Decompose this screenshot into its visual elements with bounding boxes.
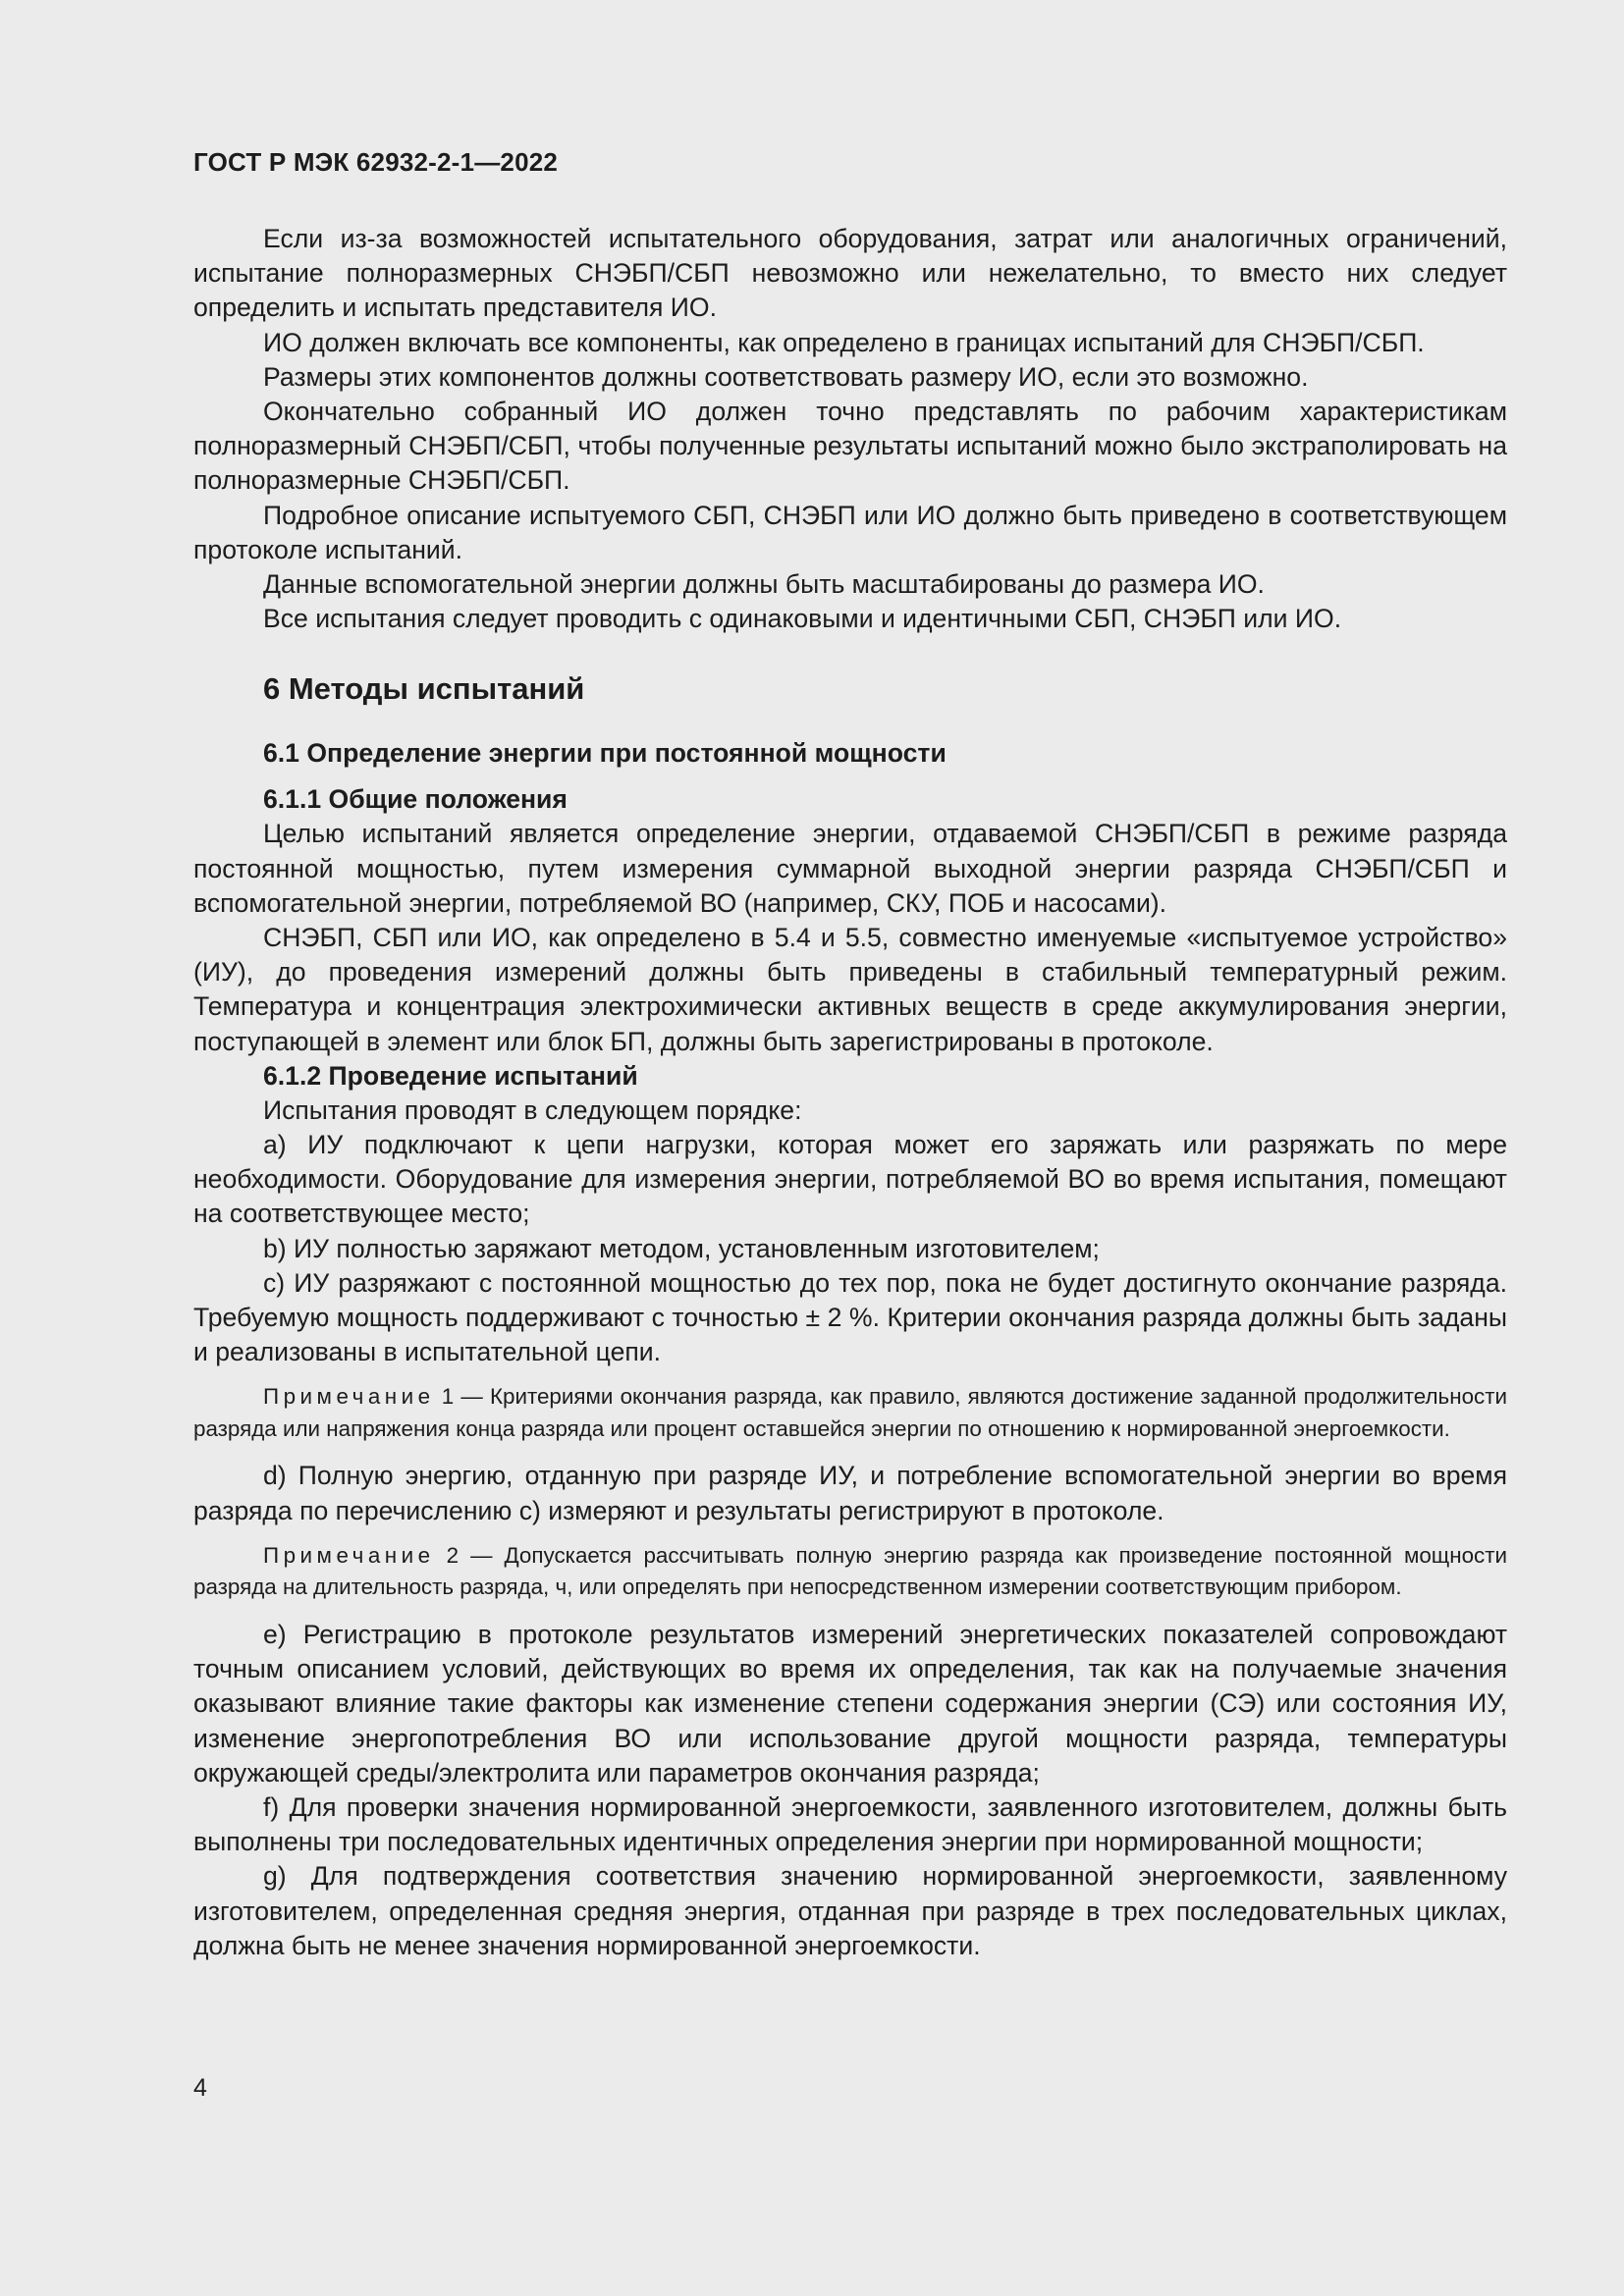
list-item: f) Для проверки значения нормированной энергоемкости, заявленного изготовителем, должны быть выполнены три последовательных идентичных определения энергии при нормированной мощности; (193, 1791, 1507, 1857)
intro-paragraph: Если из-за возможностей испытательного оборудования, затрат или аналогичных ограничений, испытание полноразмерных СНЭБП/СБП невозможно или нежелательно, то вместо них следует определить и испытать представителя ИО. (193, 224, 1507, 323)
list-item: c) ИУ разряжают с постоянной мощностью до тех пор, пока не будет достигнуто окончание разряда. Требуемую мощность поддерживают с точностью ± 2 %. Критерии окончания разряда должны быть заданы и реализованы в испытательной цепи. (193, 1267, 1507, 1367)
subsubsection-title: 6.1.1 Общие положения (263, 784, 568, 815)
document-id-header: ГОСТ Р МЭК 62932-2-1—2022 (193, 147, 559, 177)
section-title: 6 Методы испытаний (263, 671, 585, 707)
list-item: b) ИУ полностью заряжают методом, установленным изготовителем; (263, 1233, 1100, 1263)
page-number: 4 (193, 2074, 207, 2102)
body-paragraph: СНЭБП, СБП или ИО, как определено в 5.4 и 5.5, совместно именуемые «испытуемое устройство» (ИУ), до проведения измерений должны быть приведены в стабильный температурный режим. Температура и концентрация электрохимически активных веществ в среде аккумулирования энергии, поступающей в элемент или блок БП, должны быть зарегистрированы в протоколе. (193, 923, 1507, 1056)
subsubsection-title: 6.1.2 Проведение испытаний (263, 1060, 638, 1091)
note-label: Примечание (263, 1542, 435, 1568)
page-content (193, 222, 1507, 1963)
intro-paragraph: Подробное описание испытуемого СБП, СНЭБП или ИО должно быть приведено в соответствующем протоколе испытаний. (193, 500, 1507, 564)
note-1 (193, 1381, 1507, 1445)
intro-paragraph: Окончательно собранный ИО должен точно представлять по рабочим характеристикам полноразмерный СНЭБП/СБП, чтобы полученные результаты испытаний можно было экстраполировать на полноразмерные СНЭБП/СБП. (193, 397, 1507, 496)
list-item: g) Для подтверждения соответствия значению нормированной энергоемкости, заявленному изготовителем, определенная средняя энергия, отданная при разряде в трех последовательных циклах, должна быть не менее значения нормированной энергоемкости. (193, 1861, 1507, 1960)
note-label: Примечание (263, 1384, 435, 1410)
intro-paragraph: Размеры этих компонентов должны соответствовать размеру ИО, если это возможно. (263, 361, 1309, 392)
list-item: e) Регистрацию в протоколе результатов измерений энергетических показателей сопровождают точным описанием условий, действующих во время их определения, так как на получаемые значения оказывают влияние такие факторы как изменение степени содержания энергии (СЭ) или состояния ИУ, изменение энергопотребления ВО или использование другой мощности разряда, температуры окружающей среды/электролита или параметров окончания разряда; (193, 1619, 1507, 1788)
intro-paragraph: ИО должен включать все компоненты, как определено в границах испытаний для СНЭБП/СБП. (263, 327, 1425, 357)
note-text: 1 — Критериями окончания разряда, как правило, являются достижение заданной продолжительности разряда или напряжения конца разряда или процент оставшейся энергии по отношению к нормированной энергоемкости. (193, 1384, 1507, 1441)
body-paragraph: Целью испытаний является определение энергии, отдаваемой СНЭБП/СБП в режиме разряда постоянной мощностью, путем измерения суммарной выходной энергии разряда СНЭБП/СБП и вспомогательной энергии, потребляемой ВО (например, СКУ, ПОБ и насосами). (193, 819, 1507, 918)
subsection-title: 6.1 Определение энергии при постоянной мощности (263, 738, 947, 769)
note-text: 2 — Допускается рассчитывать полную энергию разряда как произведение постоянной мощности разряда на длительность разряда, ч, или определять при непосредственном измерении соответствующим прибором. (193, 1542, 1507, 1600)
intro-paragraph: Все испытания следует проводить с одинаковыми и идентичными СБП, СНЭБП или ИО. (263, 604, 1342, 634)
note-2 (193, 1540, 1507, 1604)
body-paragraph: Испытания проводят в следующем порядке: (263, 1095, 802, 1125)
intro-paragraph: Данные вспомогательной энергии должны быть масштабированы до размера ИО. (263, 569, 1265, 600)
list-item: a) ИУ подключают к цепи нагрузки, которая может его заряжать или разряжать по мере необходимости. Оборудование для измерения энергии, потребляемой ВО во время испытания, помещают на соответствующее место; (193, 1130, 1507, 1229)
list-item: d) Полную энергию, отданную при разряде ИУ, и потребление вспомогательной энергии во время разряда по перечислению c) измеряют и результаты регистрируют в протоколе. (193, 1461, 1507, 1525)
